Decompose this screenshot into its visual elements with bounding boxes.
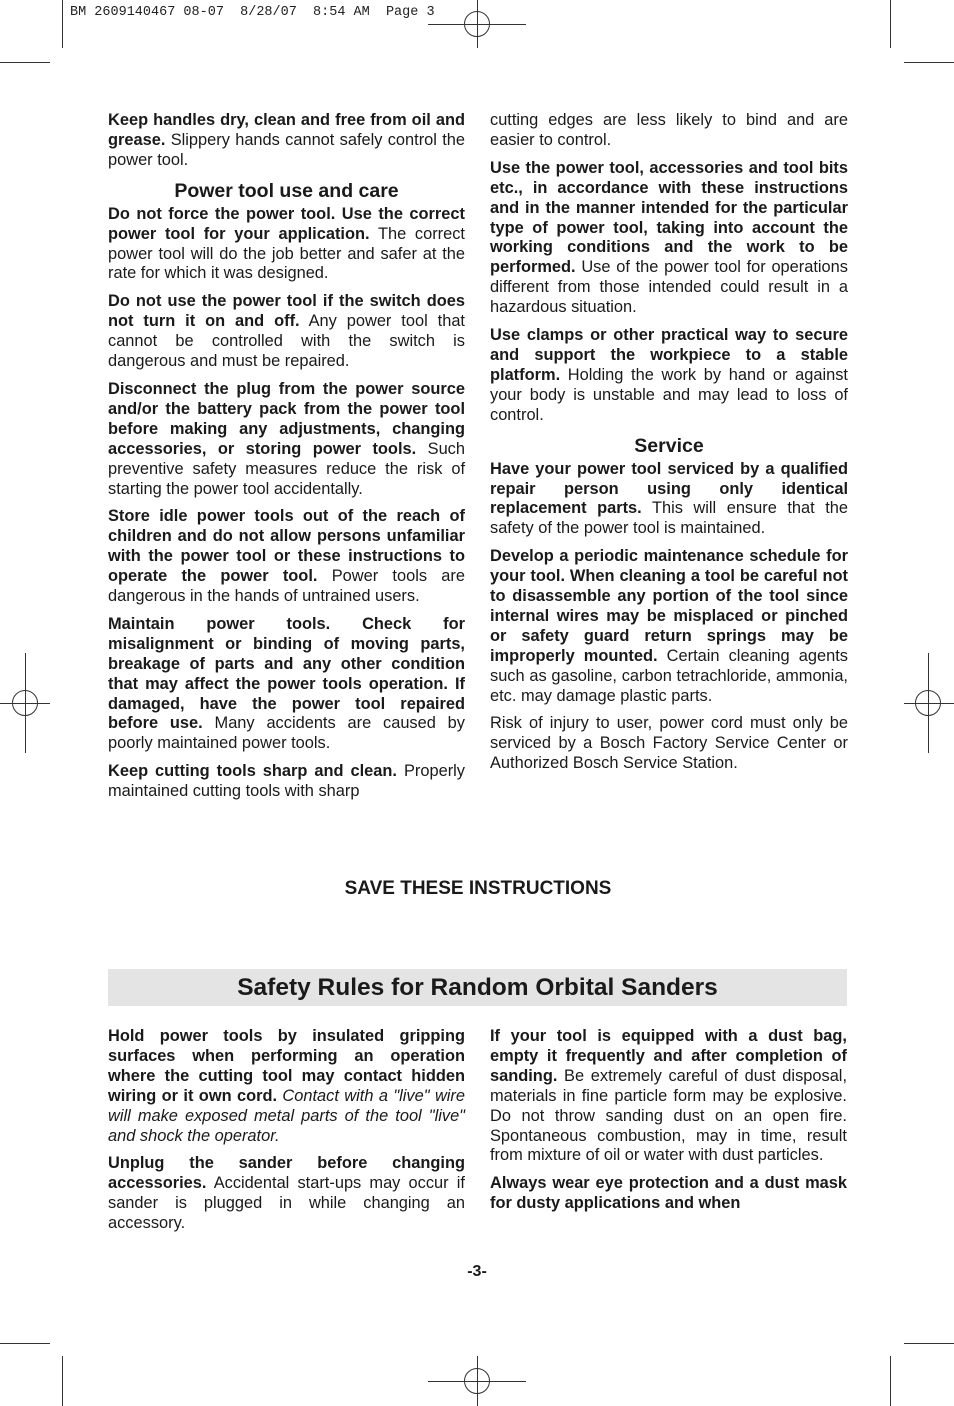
paragraph <box>490 1027 847 1166</box>
paragraph <box>108 615 465 754</box>
paragraph-body: cutting edges are less likely to bind and are easier to control. <box>490 111 848 149</box>
paragraph-body: Any power tool that cannot be controlled with the switch is dangerous and must be repaired. <box>108 312 465 371</box>
paragraph <box>490 326 848 426</box>
paragraph-lead: Use the power tool, accessories and tool bits etc., in accordance with these instructions and in the manner intended for the particular type of power tool, taking into account the working conditions and the work to be performed. <box>490 158 848 277</box>
paragraph-lead: Use clamps or other practical way to secure and support the workpiece to a stable platform. <box>490 326 848 384</box>
paragraph-body: Power tools are dangerous in the hands of untrained users. <box>108 567 465 606</box>
paragraph-body: Risk of injury to user, power cord must only be serviced by a Bosch Factory Service Center or Authorized Bosch Service Station. <box>490 714 848 773</box>
crop-mark <box>62 1356 63 1406</box>
print-slug: BM 2609140467 08-07 8/28/07 8:54 AM Page 3 <box>70 5 435 20</box>
paragraph <box>490 159 848 318</box>
registration-circle <box>915 690 941 716</box>
top-left-column <box>108 111 465 810</box>
paragraph <box>490 111 848 151</box>
paragraph-lead: Do not use the power tool if the switch does not turn it on and off. <box>108 292 465 331</box>
paragraph <box>490 1174 847 1214</box>
crop-mark <box>62 0 63 48</box>
paragraph <box>108 292 465 372</box>
paragraph-body: Such preventive safety measures reduce the risk of starting the power tool accidentally. <box>108 439 465 498</box>
crop-mark <box>890 1356 891 1406</box>
registration-circle <box>12 690 38 716</box>
paragraph <box>490 547 848 706</box>
paragraph-body: Use of the power tool for operations different from those intended could result in a hazardous situation. <box>490 258 848 317</box>
paragraph <box>108 507 465 607</box>
paragraph-lead: Have your power tool serviced by a qualified repair person using only identical replacement parts. <box>490 459 848 518</box>
registration-circle <box>464 11 490 37</box>
paragraph <box>108 1027 465 1146</box>
registration-circle <box>464 1368 490 1394</box>
top-right-column <box>490 111 848 782</box>
paragraph-lead: Disconnect the plug from the power source and/or the battery pack from the power tool before making any adjustments, changing accessories, or storing power tools. <box>108 379 465 458</box>
paragraph-lead: Unplug the sander before changing accessories. <box>108 1154 465 1193</box>
paragraph <box>108 111 465 171</box>
paragraph <box>490 460 848 540</box>
paragraph-body: Many accidents are caused by poorly maintained power tools. <box>108 714 465 753</box>
paragraph <box>490 714 848 774</box>
paragraph-lead: If your tool is equipped with a dust bag, empty it frequently and after completion of sanding. <box>490 1027 847 1085</box>
crop-mark <box>904 1343 954 1344</box>
paragraph-lead: Develop a periodic maintenance schedule for your tool. When cleaning a tool be careful not to disassemble any portion of the tool since internal wires may be misplaced or pinched or safety guard return springs may be improperly mounted. <box>490 547 848 665</box>
paragraph-lead: Do not force the power tool. Use the correct power tool for your application. <box>108 204 465 243</box>
paragraph-lead: Store idle power tools out of the reach of children and do not allow persons unfamiliar with the power tool or these instructions to operate the power tool. <box>108 507 465 586</box>
save-instructions: SAVE THESE INSTRUCTIONS <box>344 878 612 899</box>
page-number: -3- <box>467 1263 487 1280</box>
bottom-right-column <box>490 1027 847 1222</box>
paragraph-lead: Always wear eye protection and a dust mask for dusty applications and when <box>490 1174 847 1213</box>
paragraph-body: Properly maintained cutting tools with sharp <box>108 762 465 801</box>
paragraph-body: Holding the work by hand or against your body is unstable and may lead to loss of control. <box>490 365 848 424</box>
paragraph-lead: Keep handles dry, clean and free from oil and grease. <box>108 111 465 149</box>
section-heading: Power tool use and care <box>174 179 399 202</box>
paragraph-body: This will ensure that the safety of the power tool is maintained. <box>490 499 848 538</box>
paragraph <box>108 380 465 499</box>
crop-mark <box>904 62 954 63</box>
paragraph-body: Accidental start-ups may occur if sander is plugged in while changing an accessory. <box>108 1174 465 1233</box>
crop-mark <box>0 62 50 63</box>
crop-mark <box>0 1343 50 1344</box>
paragraph-body: The correct power tool will do the job better and safer at the rate for which it was designed. <box>108 224 465 283</box>
paragraph-body: Certain cleaning agents such as gasoline, carbon tetrachloride, ammonia, etc. may damage plastic parts. <box>490 646 848 705</box>
paragraph-lead: Keep cutting tools sharp and clean. <box>108 762 397 781</box>
paragraph-body: Slippery hands cannot safely control the power tool. <box>108 130 465 169</box>
section-heading: Service <box>634 434 704 457</box>
crop-mark <box>890 0 891 48</box>
bottom-left-column <box>108 1027 465 1242</box>
paragraph-italic: Contact with a "live" wire will make exposed metal parts of the tool "live" and shock the operator. <box>108 1086 465 1145</box>
paragraph <box>108 1154 465 1234</box>
section-banner-title: Safety Rules for Random Orbital Sanders <box>108 969 847 1006</box>
paragraph-lead: Maintain power tools. Check for misalignment or binding of moving parts, breakage of parts and any other condition that may affect the power tools operation. If damaged, have the power tool repaired before use. <box>108 614 465 733</box>
paragraph-body: Be extremely careful of dust disposal, materials in fine particle form may be explosive. Do not throw sanding dust on an open fire. Spontaneous combustion, may in time, result from mixture of oil or water with dust particles. <box>490 1066 847 1165</box>
paragraph <box>108 762 465 802</box>
paragraph <box>108 205 465 285</box>
paragraph-lead: Hold power tools by insulated gripping surfaces when performing an operation where the cutting tool may contact hidden wiring or it own cord. <box>108 1027 465 1105</box>
